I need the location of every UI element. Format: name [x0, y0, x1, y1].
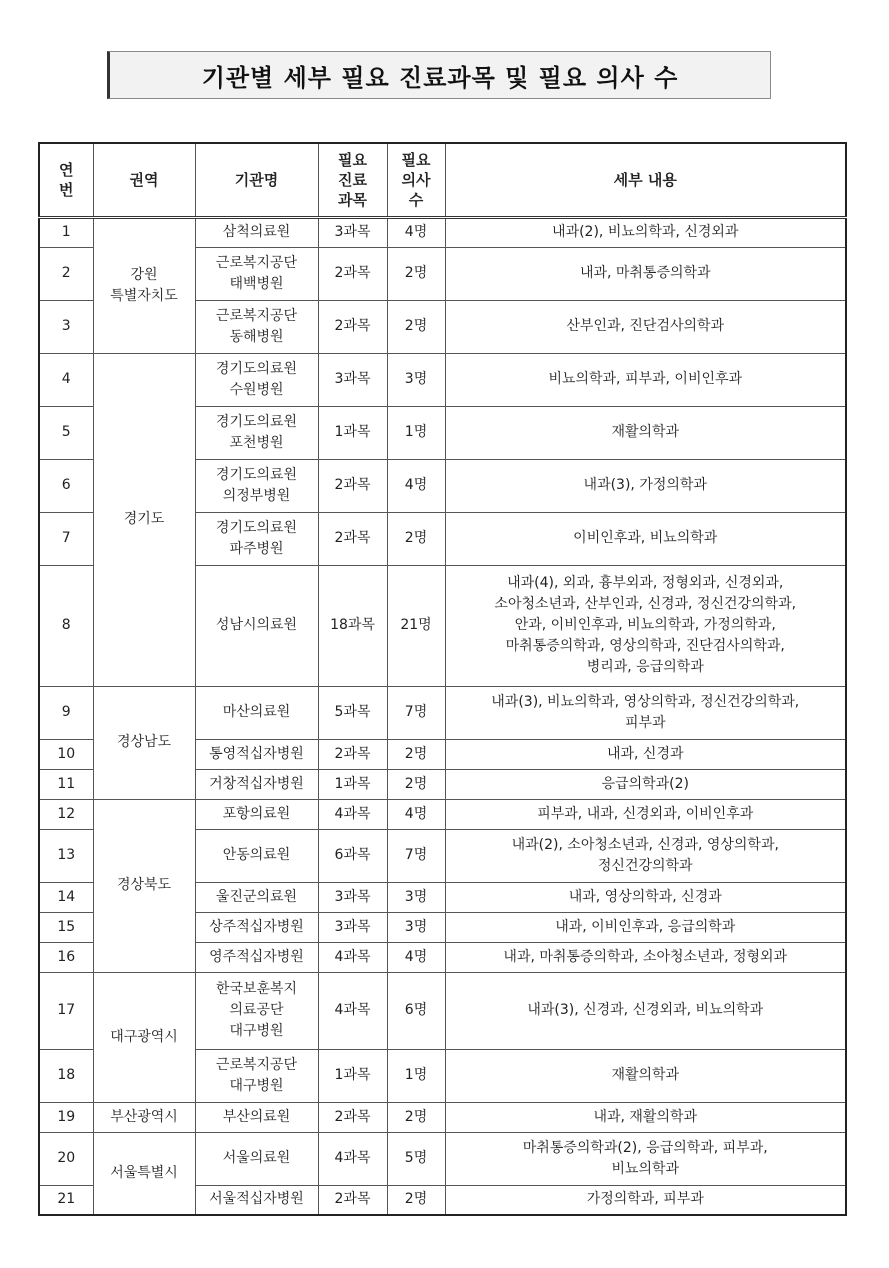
detail-content [445, 769, 846, 799]
region-cell [93, 686, 195, 799]
institution-name [195, 247, 318, 300]
detail-content [445, 799, 846, 829]
header-no [39, 143, 93, 217]
institution-name [195, 972, 318, 1049]
institution-name-line: 서울의료원 [222, 1150, 291, 1166]
detail-content [445, 300, 846, 353]
detail-content [445, 829, 846, 882]
subject-count: 4과목 [318, 972, 387, 1049]
subject-count: 3과목 [318, 217, 387, 247]
institution-name-line: 경기도의료원 [215, 413, 298, 430]
institution-name-line: 의료공단 [229, 1002, 284, 1018]
row-number: 21 [39, 1185, 93, 1215]
subject-count: 1과목 [318, 769, 387, 799]
detail-content [445, 912, 846, 942]
institution-name [195, 942, 318, 972]
detail-content-line: 재활의학과 [611, 1067, 680, 1083]
row-number: 18 [39, 1049, 93, 1102]
institution-name-line: 한국보훈복지 [215, 981, 298, 997]
institution-name-line: 대구병원 [229, 1023, 284, 1039]
detail-content-line: 내과(2), 비뇨의학과, 신경외과 [552, 224, 739, 240]
detail-content-line: 내과(4), 외과, 흉부외과, 정형외과, 신경외과, [507, 575, 784, 591]
header-doctors-line: 의사 [401, 170, 431, 189]
detail-content-line: 피부과 [624, 714, 666, 731]
header-no-line: 연 [59, 160, 74, 179]
detail-content [445, 972, 846, 1049]
detail-content-line: 비뇨의학과 [611, 1160, 680, 1177]
doctor-count: 4명 [387, 459, 445, 512]
institution-name-line: 삼척의료원 [222, 224, 291, 240]
doctor-count: 21명 [387, 565, 445, 686]
header-doctors [387, 143, 445, 217]
header-row [39, 143, 846, 217]
row-number: 14 [39, 882, 93, 912]
doctor-count: 1명 [387, 406, 445, 459]
doctor-count: 2명 [387, 1185, 445, 1215]
institution-name-line: 경기도의료원 [215, 360, 298, 377]
institution-name [195, 1185, 318, 1215]
detail-content [445, 686, 846, 739]
table-row [39, 1132, 846, 1185]
doctor-count: 7명 [387, 829, 445, 882]
doctor-count: 2명 [387, 300, 445, 353]
subject-count: 2과목 [318, 459, 387, 512]
institution-name-line: 성남시의료원 [215, 617, 298, 633]
row-number: 3 [39, 300, 93, 353]
region-cell-line: 강원 [130, 266, 158, 283]
institution-name-line: 경기도의료원 [215, 466, 298, 483]
detail-content [445, 459, 846, 512]
institution-name [195, 686, 318, 739]
row-number: 16 [39, 942, 93, 972]
row-number: 20 [39, 1132, 93, 1185]
row-number: 5 [39, 406, 93, 459]
detail-content-line: 내과, 이비인후과, 응급의학과 [555, 918, 736, 935]
doctor-count: 4명 [387, 799, 445, 829]
detail-content [445, 247, 846, 300]
institution-name [195, 300, 318, 353]
institution-name [195, 829, 318, 882]
doctor-count: 2명 [387, 1102, 445, 1132]
detail-content [445, 942, 846, 972]
detail-content-line: 내과, 신경과 [606, 745, 684, 762]
detail-content-line: 응급의학과(2) [601, 775, 689, 792]
region-cell-line: 경상북도 [116, 877, 172, 893]
subject-count: 6과목 [318, 829, 387, 882]
detail-content-line: 내과(2), 소아청소년과, 신경과, 영상의학과, [511, 836, 779, 853]
doctor-count: 2명 [387, 247, 445, 300]
doctor-requirements-table [38, 142, 847, 1216]
subject-count: 18과목 [318, 565, 387, 686]
institution-name-line: 동해병원 [229, 328, 284, 345]
institution-name [195, 799, 318, 829]
institution-name-line: 포천병원 [229, 434, 284, 451]
detail-content-line: 내과(3), 신경과, 신경외과, 비뇨의학과 [527, 1002, 764, 1018]
institution-name-line: 부산의료원 [222, 1108, 291, 1125]
institution-name-line: 상주적십자병원 [209, 918, 304, 935]
doctor-count: 2명 [387, 769, 445, 799]
header-subjects-line: 필요 [338, 150, 367, 169]
institution-name-line: 울진군의료원 [215, 888, 298, 905]
institution-name-line: 의정부병원 [222, 487, 291, 504]
institution-name-line: 근로복지공단 [215, 307, 298, 324]
table-row [39, 686, 846, 739]
detail-content [445, 406, 846, 459]
institution-name [195, 1049, 318, 1102]
institution-name-line: 경기도의료원 [215, 519, 298, 536]
institution-name-line: 태백병원 [229, 275, 284, 292]
row-number: 2 [39, 247, 93, 300]
header-doctors-line: 필요 [401, 150, 431, 169]
detail-content [445, 1102, 846, 1132]
institution-name [195, 912, 318, 942]
page-title: 기관별 세부 필요 진료과목 및 필요 의사 수 [201, 63, 679, 92]
doctor-count: 2명 [387, 739, 445, 769]
detail-content [445, 1185, 846, 1215]
institution-name [195, 769, 318, 799]
region-cell-line: 특별자치도 [110, 287, 178, 304]
subject-count: 5과목 [318, 686, 387, 739]
subject-count: 2과목 [318, 1185, 387, 1215]
institution-name [195, 459, 318, 512]
detail-content-line: 재활의학과 [611, 424, 680, 440]
detail-content-line: 이비인후과, 비뇨의학과 [573, 530, 718, 546]
row-number: 19 [39, 1102, 93, 1132]
row-number: 17 [39, 972, 93, 1049]
region-cell-line: 부산광역시 [110, 1108, 178, 1125]
doctor-count: 3명 [387, 912, 445, 942]
doctor-count: 3명 [387, 882, 445, 912]
subject-count: 4과목 [318, 942, 387, 972]
table-row [39, 799, 846, 829]
header-subjects-line: 과목 [338, 190, 367, 209]
subject-count: 2과목 [318, 247, 387, 300]
detail-content [445, 1049, 846, 1102]
row-number: 6 [39, 459, 93, 512]
detail-content-line: 소아청소년과, 산부인과, 신경과, 정신건강의학과, [494, 596, 797, 612]
institution-name-line: 서울적십자병원 [209, 1191, 304, 1208]
subject-count: 1과목 [318, 1049, 387, 1102]
header-doctors-line: 수 [408, 190, 424, 209]
table-row [39, 353, 846, 406]
subject-count: 3과목 [318, 882, 387, 912]
institution-name-line: 수원병원 [229, 381, 284, 398]
detail-content-line: 산부인과, 진단검사의학과 [566, 318, 725, 334]
institution-name-line: 근로복지공단 [215, 1056, 298, 1073]
detail-content [445, 512, 846, 565]
institution-name [195, 353, 318, 406]
detail-content-line: 안과, 이비인후과, 비뇨의학과, 가정의학과, [514, 617, 776, 633]
header-subjects-line: 진료 [338, 170, 367, 189]
subject-count: 2과목 [318, 1102, 387, 1132]
detail-content [445, 1132, 846, 1185]
header-institution: 기관명 [195, 143, 318, 217]
region-cell [93, 1102, 195, 1132]
subject-count: 2과목 [318, 300, 387, 353]
table-row [39, 972, 846, 1049]
institution-name-line: 마산의료원 [222, 704, 291, 720]
subject-count: 2과목 [318, 512, 387, 565]
row-number: 10 [39, 739, 93, 769]
detail-content-line: 내과, 재활의학과 [593, 1108, 698, 1125]
detail-content-line: 마취통증의학과(2), 응급의학과, 피부과, [522, 1139, 768, 1156]
institution-name [195, 882, 318, 912]
institution-name-line: 포항의료원 [222, 805, 291, 822]
header-no-line: 번 [59, 180, 74, 199]
region-cell [93, 217, 195, 353]
institution-name [195, 739, 318, 769]
detail-content-line: 정신건강의학과 [597, 857, 693, 874]
doctor-count: 6명 [387, 972, 445, 1049]
institution-name [195, 565, 318, 686]
detail-content-line: 마취통증의학과, 영상의학과, 진단검사의학과, [505, 638, 785, 654]
table-body [39, 217, 846, 1215]
region-cell [93, 799, 195, 972]
row-number: 15 [39, 912, 93, 942]
institution-name [195, 217, 318, 247]
header-subjects [318, 143, 387, 217]
region-cell-line: 경상남도 [116, 734, 172, 750]
detail-content-line: 내과, 영상의학과, 신경과 [568, 888, 722, 905]
institution-name [195, 512, 318, 565]
detail-content [445, 565, 846, 686]
institution-name [195, 406, 318, 459]
institution-name-line: 거창적십자병원 [209, 775, 304, 792]
detail-content-line: 가정의학과, 피부과 [586, 1191, 704, 1208]
institution-name [195, 1132, 318, 1185]
row-number: 7 [39, 512, 93, 565]
institution-name-line: 대구병원 [229, 1077, 284, 1094]
detail-content [445, 739, 846, 769]
doctor-count: 3명 [387, 353, 445, 406]
row-number: 11 [39, 769, 93, 799]
doctor-count: 4명 [387, 942, 445, 972]
institution-name-line: 안동의료원 [222, 847, 291, 863]
institution-name-line: 근로복지공단 [215, 254, 298, 271]
detail-content-line: 비뇨의학과, 피부과, 이비인후과 [548, 371, 743, 387]
detail-content-line: 내과, 마취통증의학과 [579, 265, 711, 281]
doctor-count: 4명 [387, 217, 445, 247]
detail-content-line: 내과(3), 가정의학과 [583, 477, 707, 493]
detail-content-line: 피부과, 내과, 신경외과, 이비인후과 [537, 805, 754, 822]
row-number: 13 [39, 829, 93, 882]
region-cell [93, 353, 195, 686]
header-detail: 세부 내용 [445, 143, 846, 217]
row-number: 1 [39, 217, 93, 247]
detail-content [445, 217, 846, 247]
region-cell-line: 대구광역시 [110, 1028, 178, 1045]
institution-name [195, 1102, 318, 1132]
table-row [39, 1102, 846, 1132]
doctor-count: 7명 [387, 686, 445, 739]
region-cell-line: 서울특별시 [110, 1164, 178, 1181]
institution-name-line: 영주적십자병원 [209, 948, 304, 965]
detail-content-line: 병리과, 응급의학과 [586, 659, 704, 675]
subject-count: 3과목 [318, 353, 387, 406]
detail-content-line: 내과, 마취통증의학과, 소아청소년과, 정형외과 [503, 948, 788, 965]
doctor-count: 5명 [387, 1132, 445, 1185]
row-number: 9 [39, 686, 93, 739]
row-number: 12 [39, 799, 93, 829]
detail-content [445, 353, 846, 406]
institution-name-line: 파주병원 [229, 540, 284, 557]
subject-count: 1과목 [318, 406, 387, 459]
subject-count: 4과목 [318, 799, 387, 829]
subject-count: 3과목 [318, 912, 387, 942]
region-cell [93, 972, 195, 1102]
title-box [107, 51, 771, 99]
institution-name-line: 통영적십자병원 [209, 745, 304, 762]
detail-content [445, 882, 846, 912]
subject-count: 4과목 [318, 1132, 387, 1185]
doctor-count: 2명 [387, 512, 445, 565]
subject-count: 2과목 [318, 739, 387, 769]
region-cell [93, 1132, 195, 1215]
table-row [39, 217, 846, 247]
header-region: 권역 [93, 143, 195, 217]
row-number: 4 [39, 353, 93, 406]
row-number: 8 [39, 565, 93, 686]
doctor-count: 1명 [387, 1049, 445, 1102]
detail-content-line: 내과(3), 비뇨의학과, 영상의학과, 정신건강의학과, [491, 693, 800, 710]
region-cell-line: 경기도 [123, 511, 165, 527]
